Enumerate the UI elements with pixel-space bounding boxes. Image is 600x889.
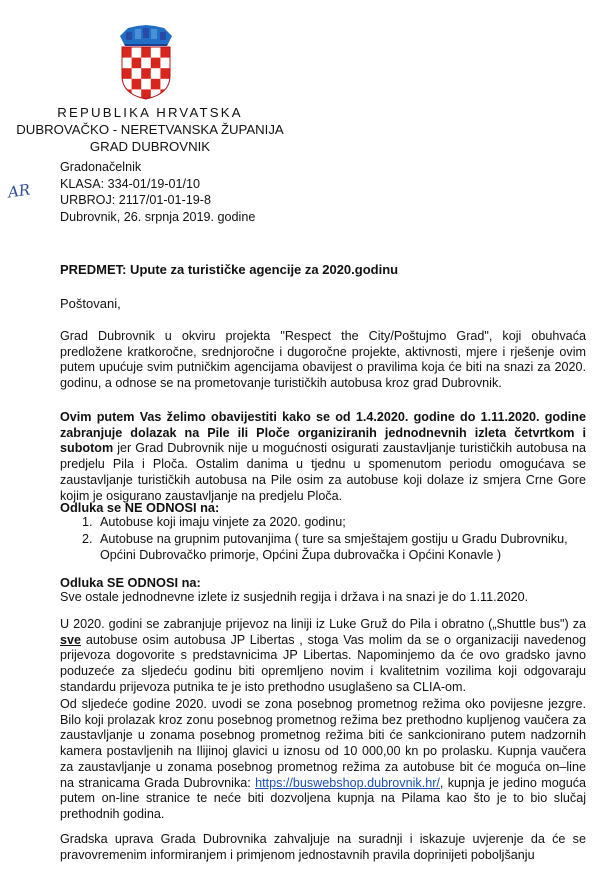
se-odnosi-text: Sve ostale jednodnevne izlete iz susjednih regija i država i na snazi je do 1.11.2020. — [60, 590, 529, 604]
meta-urbroj: URBROJ: 2117/01-01-19-8 — [60, 193, 211, 207]
shuttle-underlined: sve — [60, 632, 82, 647]
greeting: Poštovani, — [60, 296, 121, 311]
handwritten-note: AR — [6, 180, 32, 202]
ne-odnosi-heading: Odluka se NE ODNOSI na: — [60, 500, 220, 515]
meta-date: Dubrovnik, 26. srpnja 2019. godine — [60, 209, 256, 224]
list-text: Autobuse na grupnim putovanjima ( ture sa smještajem gostiju u Gradu Dubrovniku, Općini Dubrovačko primorje, Općini Župa dubrovačka i Općini Konavle ) — [100, 532, 568, 562]
list-item — [82, 515, 584, 531]
se-odnosi-heading: Odluka SE ODNOSI na: — [60, 575, 201, 590]
paragraph-closing: Gradska uprava Grada Dubrovnika zahvaljuje na suradnji i iskazuje uvjerenje da će se pravovremenim informiranjem i primjenom jednostavnih pravila doprinijeti poboljšanju — [60, 832, 586, 862]
shuttle-text-b: autobuse osim autobusa JP Libertas , stoga Vas molim da se o organizaciji navedenog prijevoza dogovorite s predstavnicima JP Libertas. Napominjemo da će ovo gradsko javno poduzeće za sljedeću godinu biti opremljeno novim i kvalitetnim vozilima koji odgovaraju standardu prijevoza putnika te je isto prethodno usuglašeno sa CLIA-om. — [60, 632, 586, 694]
header-city: GRAD DUBROVNIK — [89, 139, 211, 154]
croatian-coat-of-arms-icon — [118, 24, 174, 100]
meta-klasa: KLASA: 334-01/19-01/10 — [60, 176, 201, 191]
paragraph-ban-notice — [60, 410, 586, 504]
subject-line: PREDMET: Upute za turističke agencije za 2020.godinu — [60, 262, 399, 277]
paragraph-traffic-zone — [60, 697, 586, 823]
traffic-zone-text-b: , kupnja je jedino moguća putem on-line stranice te neće biti dozvoljena kupnja na Pilama kao što je to bio slučaj prethodnih godina. — [60, 775, 587, 821]
shuttle-text-a: U 2020. godini se zabranjuje prijevoz na liniji iz Luke Gruž do Pila i obratno („Shuttle bus") za — [60, 617, 586, 631]
buswebshop-link[interactable]: https://buswebshop.dubrovnik.hr/ — [255, 775, 440, 790]
list-number: 1. — [82, 515, 93, 529]
paragraph-intro: Grad Dubrovnik u okviru projekta "Respect the City/Poštujmo Grad", koji obuhvaća predložene kratkoročne, srednjoročne i dugoročne projekte, aktivnosti, mjere i rješenje ovim putem upućuje svim putničkim agencijama obavijest o pravilima koja će biti na snazi za 2020. godinu, a odnose se na prometovanje turističkih autobusa kroz grad Dubrovnik. — [60, 329, 586, 391]
list-number: 2. — [82, 532, 93, 546]
ban-notice-bold: Ovim putem Vas želimo obavijestiti kako se od 1.4.2020. godine do 1.11.2020. godine zabranjuje dolazak na Pile ili Ploče organiziranih jednodnevnih izleta četvrtkom i subotom — [60, 410, 586, 456]
header-country: REPUBLIKA HRVATSKA — [57, 105, 243, 120]
list-text: Autobuse koji imaju vinjete za 2020. godinu; — [100, 515, 346, 529]
list-item — [82, 532, 584, 563]
traffic-zone-text-a: Od sljedeće godine 2020. uvodi se zona posebnog prometnog režima oko povijesne jezgre. Bilo koji prolazak kroz zonu posebnog prometnog režima bez prethodno kupljenog vaučera za zaustavljanje u zonama posebnog prometnog režima biti će sankcionirano putem nadzornih kamera postavljenih na Ilijinoj glavici u iznosu od 10 000,00 kn po prolasku. Kupnja vaučera za zaustavljanje u zonama posebnog prometnog režima za autobuse bit će moguća on–line na stranicama Grada Dubrovnika: — [60, 697, 586, 790]
meta-office: Gradonačelnik — [60, 160, 142, 174]
ban-notice-text: jer Grad Dubrovnik nije u mogućnosti osigurati zaustavljanje turističkih autobusa na predjelu Pila i Ploča. Ostalim danima u tjednu u spomenutom periodu omogućava se zaustavljanje turističkih autobusa na Pile osim za autobuse koji dolaze iz smjera Crne Gore kojim je osigurano zaustavljanje na predjelu Ploča. — [60, 441, 586, 503]
paragraph-shuttle — [60, 617, 586, 696]
crest-crown — [120, 25, 172, 46]
header-county: DUBROVAČKO - NERETVANSKA ŽUPANIJA — [16, 122, 284, 137]
